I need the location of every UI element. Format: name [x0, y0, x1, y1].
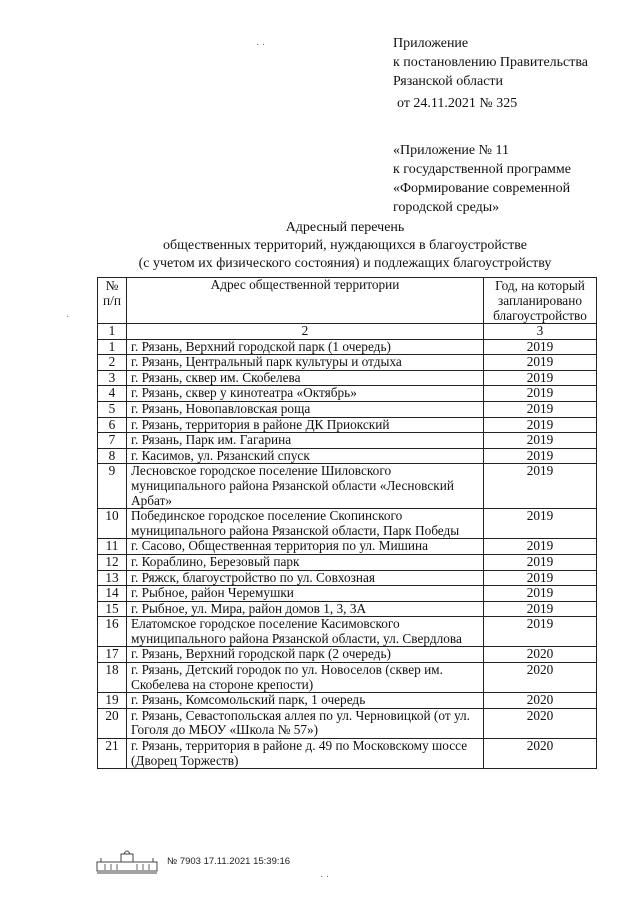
row-address: г. Сасово, Общественная территория по ул. Мишина: [127, 539, 484, 555]
row-address: г. Рязань, территория в районе ДК Приокский: [127, 417, 484, 433]
table-row: [98, 433, 597, 449]
table-row: [98, 586, 597, 602]
row-number: 12: [98, 554, 127, 570]
title-line-2: общественных территорий, нуждающихся в благоустройстве: [163, 238, 527, 253]
header-line-3: Рязанской области: [393, 74, 504, 89]
row-year: 2019: [484, 586, 597, 602]
appendix-line-3: «Формирование современной: [393, 181, 571, 196]
row-address: г. Рязань, Детский городок по ул. Новоселов (сквер им. Скобелева на стороне крепости): [127, 663, 484, 693]
row-year: 2019: [484, 433, 597, 449]
row-address: Побединское городское поселение Скопинского муниципального района Рязанской области, Парк Победы: [127, 509, 484, 539]
row-number: 4: [98, 386, 127, 402]
row-number: 18: [98, 663, 127, 693]
appendix-line-4: городской среды»: [393, 200, 500, 215]
row-address: г. Касимов, ул. Рязанский спуск: [127, 448, 484, 464]
row-address: г. Рыбное, район Черемушки: [127, 586, 484, 602]
table-row: [98, 708, 597, 738]
row-year: 2019: [484, 601, 597, 617]
row-address: г. Рязань, Комсомольский парк, 1 очередь: [127, 693, 484, 709]
row-year: 2019: [484, 539, 597, 555]
scan-speck: · ·: [256, 40, 266, 51]
row-number: 9: [98, 464, 127, 509]
col-number-1: 1: [98, 324, 127, 340]
row-address: г. Рязань, Севастопольская аллея по ул. Черновицкой (от ул. Гоголя до МБОУ «Школа № 57»): [127, 708, 484, 738]
title-line-3: (с учетом их физического состояния) и подлежащих благоустройству: [138, 256, 552, 271]
header-number: № п/п: [98, 278, 127, 324]
header-address: Адрес общественной территории: [127, 278, 484, 324]
row-address: г. Рязань, Верхний городской парк (2 очередь): [127, 647, 484, 663]
col-number-3: 3: [484, 324, 597, 340]
appendix-line-1: «Приложение № 11: [393, 143, 509, 158]
row-number: 14: [98, 586, 127, 602]
table-row: [98, 663, 597, 693]
row-number: 19: [98, 693, 127, 709]
list-title: [0, 219, 640, 273]
row-year: 2019: [484, 464, 597, 509]
header-line-4: от 24.11.2021 № 325: [397, 96, 518, 111]
table-header-row: [98, 278, 597, 324]
row-year: 2019: [484, 370, 597, 386]
table-row: [98, 617, 597, 647]
row-address: г. Рязань, Парк им. Гагарина: [127, 433, 484, 449]
table-row: [98, 417, 597, 433]
scan-speck: · ·: [320, 872, 330, 883]
table-row: [98, 386, 597, 402]
row-year: 2019: [484, 401, 597, 417]
table-row: [98, 647, 597, 663]
row-number: 6: [98, 417, 127, 433]
col-number-2: 2: [127, 324, 484, 340]
row-year: 2019: [484, 509, 597, 539]
row-address: г. Рязань, сквер им. Скобелева: [127, 370, 484, 386]
table-row: [98, 509, 597, 539]
table-row: [98, 739, 597, 769]
row-number: 17: [98, 647, 127, 663]
table-body: [98, 339, 597, 769]
header-line-1: Приложение: [393, 36, 469, 51]
row-year: 2020: [484, 663, 597, 693]
row-address: г. Рязань, Центральный парк культуры и отдыха: [127, 355, 484, 371]
row-year: 2019: [484, 570, 597, 586]
row-number: 20: [98, 708, 127, 738]
row-year: 2019: [484, 617, 597, 647]
registration-stamp: № 7903 17.11.2021 15:39:16: [167, 855, 291, 867]
row-year: 2019: [484, 554, 597, 570]
row-address: г. Рязань, сквер у кинотеатра «Октябрь»: [127, 386, 484, 402]
table-row: [98, 539, 597, 555]
appendix-block: [393, 141, 571, 217]
row-number: 13: [98, 570, 127, 586]
row-address: г. Рязань, Новопавловская роща: [127, 401, 484, 417]
table-row: [98, 693, 597, 709]
table-row: [98, 401, 597, 417]
row-number: 5: [98, 401, 127, 417]
row-number: 10: [98, 509, 127, 539]
row-number: 11: [98, 539, 127, 555]
table-row: [98, 570, 597, 586]
row-year: 2020: [484, 647, 597, 663]
row-year: 2019: [484, 339, 597, 355]
table-row: [98, 339, 597, 355]
row-address: г. Кораблино, Березовый парк: [127, 554, 484, 570]
row-number: 1: [98, 339, 127, 355]
row-year: 2020: [484, 693, 597, 709]
row-number: 16: [98, 617, 127, 647]
row-address: Лесновское городское поселение Шиловского муниципального района Рязанской области «Лесновский Арбат»: [127, 464, 484, 509]
row-year: 2020: [484, 708, 597, 738]
row-address: г. Рязань, Верхний городской парк (1 очередь): [127, 339, 484, 355]
registration-footer: [95, 848, 290, 874]
header-block: [393, 34, 588, 113]
building-logo-icon: [95, 848, 159, 874]
row-number: 2: [98, 355, 127, 371]
territory-table: [97, 277, 597, 769]
row-number: 15: [98, 601, 127, 617]
appendix-line-2: к государственной программе: [393, 162, 571, 177]
row-year: 2020: [484, 739, 597, 769]
header-line-2: к постановлению Правительства: [393, 55, 589, 70]
table-row: [98, 448, 597, 464]
scan-speck: ·: [66, 312, 70, 323]
table-row: [98, 464, 597, 509]
row-number: 8: [98, 448, 127, 464]
column-number-row: [98, 324, 597, 340]
row-year: 2019: [484, 355, 597, 371]
table-row: [98, 355, 597, 371]
table-row: [98, 370, 597, 386]
row-address: Елатомское городское поселение Касимовского муниципального района Рязанской области, ул. Свердлова: [127, 617, 484, 647]
row-year: 2019: [484, 417, 597, 433]
row-address: г. Рыбное, ул. Мира, район домов 1, 3, 3А: [127, 601, 484, 617]
row-address: г. Ряжск, благоустройство по ул. Совхозная: [127, 570, 484, 586]
table-row: [98, 554, 597, 570]
header-year: Год, на который запланировано благоустройство: [484, 278, 597, 324]
row-number: 7: [98, 433, 127, 449]
row-number: 3: [98, 370, 127, 386]
row-address: г. Рязань, территория в районе д. 49 по Московскому шоссе (Дворец Торжеств): [127, 739, 484, 769]
row-number: 21: [98, 739, 127, 769]
row-year: 2019: [484, 448, 597, 464]
title-line-1: Адресный перечень: [285, 220, 405, 235]
table-row: [98, 601, 597, 617]
row-year: 2019: [484, 386, 597, 402]
